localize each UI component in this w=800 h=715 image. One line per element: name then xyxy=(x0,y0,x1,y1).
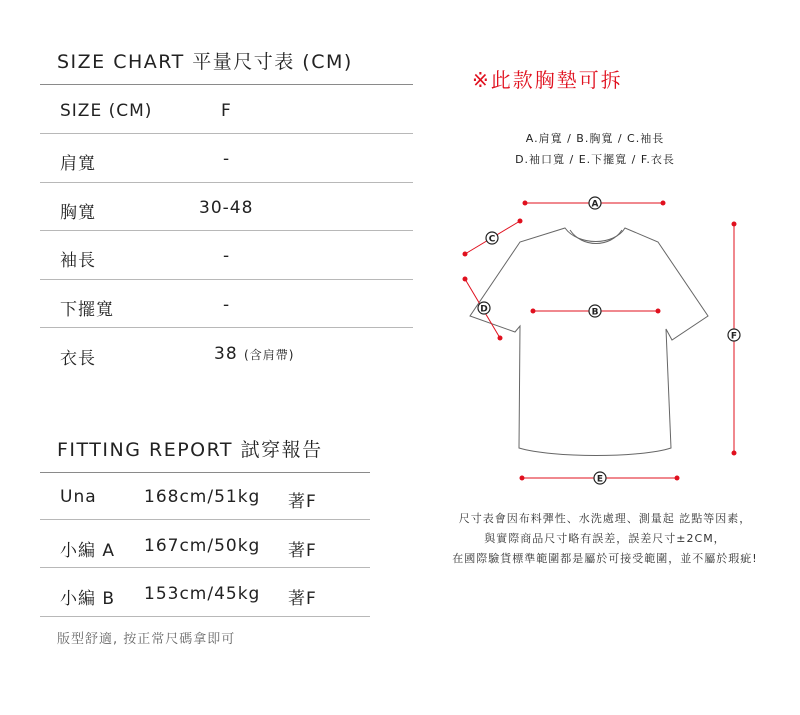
fit-size: 著F xyxy=(288,589,317,609)
fit-name: Una xyxy=(60,487,97,507)
disclaimer-line-2: 與實際商品尺寸略有誤差，誤差尺寸±2CM， xyxy=(484,532,726,545)
disclaimer-line-3: 在國際驗貨標準範圍都是屬於可接受範圍，並不屬於瑕疵! xyxy=(452,552,758,565)
removable-pad-note: ※此款胸墊可拆 xyxy=(472,68,623,92)
fit-name: 小編 B xyxy=(60,589,116,609)
measure-dot xyxy=(531,309,536,314)
legend-line-1: A.肩寬 / B.胸寬 / C.袖長 xyxy=(525,132,665,145)
measure-dot xyxy=(661,201,666,206)
size-header-value: F xyxy=(221,101,232,121)
row-value-hem: - xyxy=(223,295,231,315)
marker-c-label: C xyxy=(488,234,496,245)
marker-d-label: D xyxy=(480,304,488,315)
fit-measure: 168cm/51kg xyxy=(144,487,261,507)
row-value-sleeve: - xyxy=(223,246,231,266)
fit-size: 著F xyxy=(288,492,317,512)
row-label-hem: 下擺寬 xyxy=(60,300,114,320)
marker-e-label: E xyxy=(596,474,604,485)
measure-dot xyxy=(732,451,737,456)
measure-dot xyxy=(656,309,661,314)
row-label-chest: 胸寬 xyxy=(60,203,96,223)
length-value: 38 xyxy=(214,344,238,364)
tshirt-outline xyxy=(470,228,708,456)
disclaimer xyxy=(410,509,800,569)
measure-dot xyxy=(523,201,528,206)
marker-b-label: B xyxy=(591,307,599,318)
fit-measure: 167cm/50kg xyxy=(144,536,261,556)
measure-dot xyxy=(498,336,503,341)
measure-dot xyxy=(463,252,468,257)
row-label-shoulder: 肩寬 xyxy=(60,154,96,174)
fit-name: 小編 A xyxy=(60,541,116,561)
marker-f-label: F xyxy=(730,331,738,342)
disclaimer-line-1: 尺寸表會因布料彈性、水洗處理、測量起 訖點等因素， xyxy=(458,512,752,525)
size-chart-title: SIZE CHART 平量尺寸表 (CM) xyxy=(57,51,353,73)
fit-size: 著F xyxy=(288,541,317,561)
measure-dot xyxy=(518,219,523,224)
marker-a-label: A xyxy=(591,199,599,210)
fitting-report-title: FITTING REPORT 試穿報告 xyxy=(57,439,323,461)
measure-dot xyxy=(463,277,468,282)
fit-measure: 153cm/45kg xyxy=(144,584,261,604)
length-note: (含肩帶) xyxy=(244,348,295,362)
measure-dot xyxy=(675,476,680,481)
row-label-length: 衣長 xyxy=(60,349,96,369)
fitting-footnote: 版型舒適, 按正常尺碼拿即可 xyxy=(57,632,236,647)
row-value-shoulder: - xyxy=(223,149,231,169)
measure-dot xyxy=(732,222,737,227)
legend-line-2: D.袖口寬 / E.下擺寬 / F.衣長 xyxy=(515,153,675,166)
size-header-label: SIZE (CM) xyxy=(60,101,153,121)
row-value-chest: 30-48 xyxy=(199,198,254,218)
measure-dot xyxy=(520,476,525,481)
row-label-sleeve: 袖長 xyxy=(60,251,96,271)
